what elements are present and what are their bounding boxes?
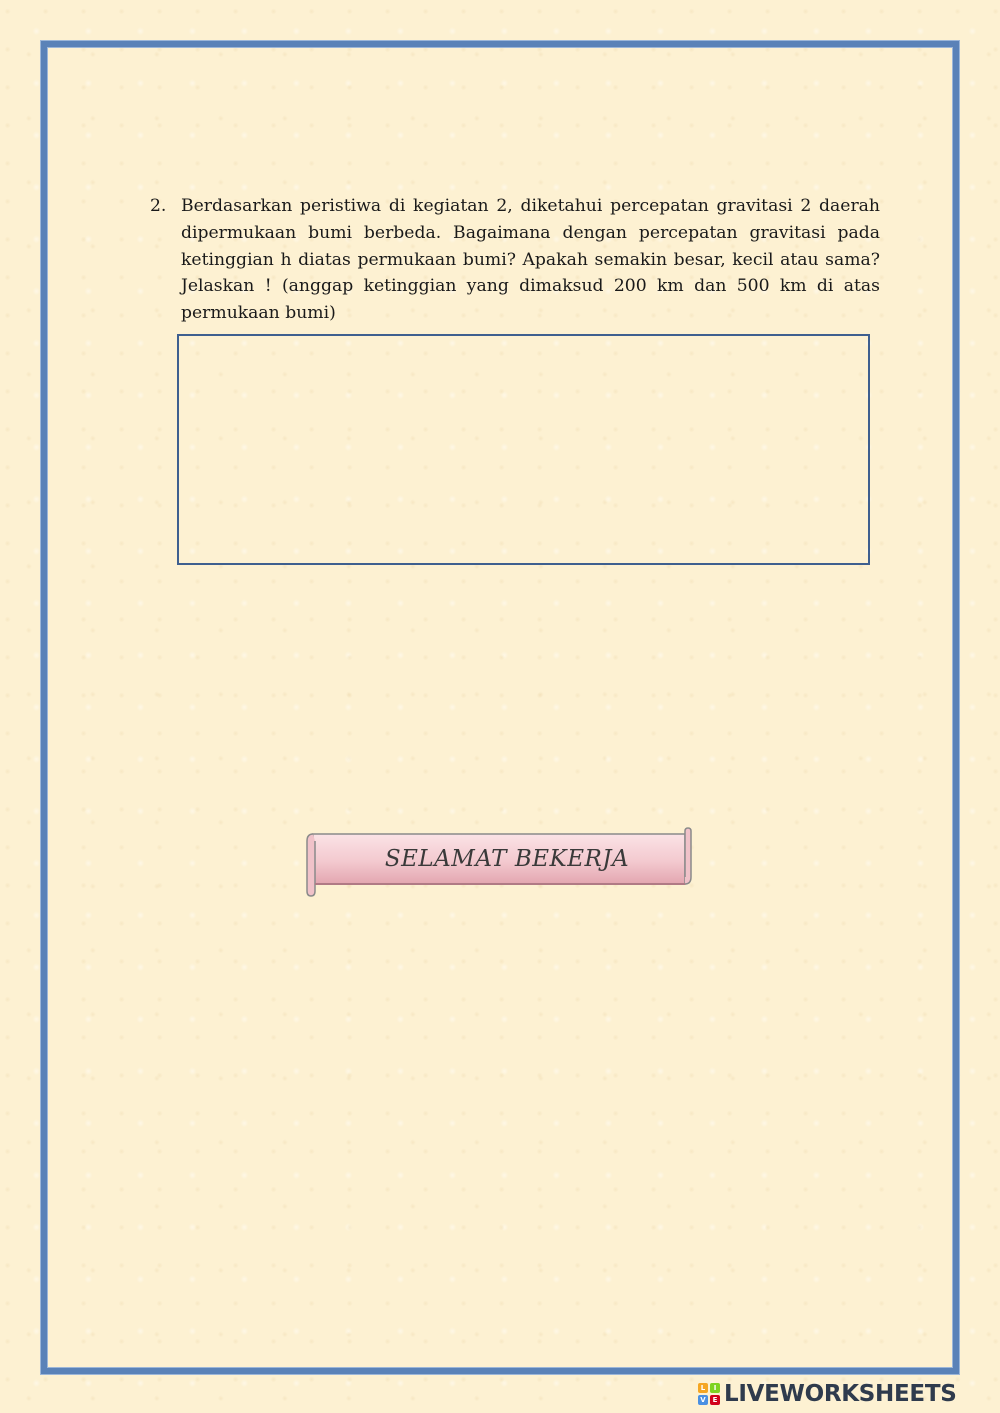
- question-text: Berdasarkan peristiwa di kegiatan 2, diketahui percepatan gravitasi 2 daerah dipermukaan bumi berbeda. Bagaimana dengan percepatan gravitasi pada ketinggian h diatas permukaan bumi? Apakah semakin besar, kecil atau sama? Jelaskan ! (anggap ketinggian yang dimaksud 200 km dan 500 km di atas permukaan bumi): [181, 196, 880, 324]
- answer-input-box[interactable]: [177, 334, 870, 565]
- banner-text: SELAMAT BEKERJA: [384, 846, 630, 872]
- brand-text: LIVEWORKSHEETS: [724, 1381, 957, 1407]
- question-number: 2.: [150, 196, 167, 216]
- question-2: [150, 193, 880, 327]
- liveworksheets-logo-icon: L I V E: [698, 1383, 720, 1405]
- liveworksheets-brand[interactable]: [698, 1379, 956, 1409]
- selamat-bekerja-banner: [305, 827, 693, 897]
